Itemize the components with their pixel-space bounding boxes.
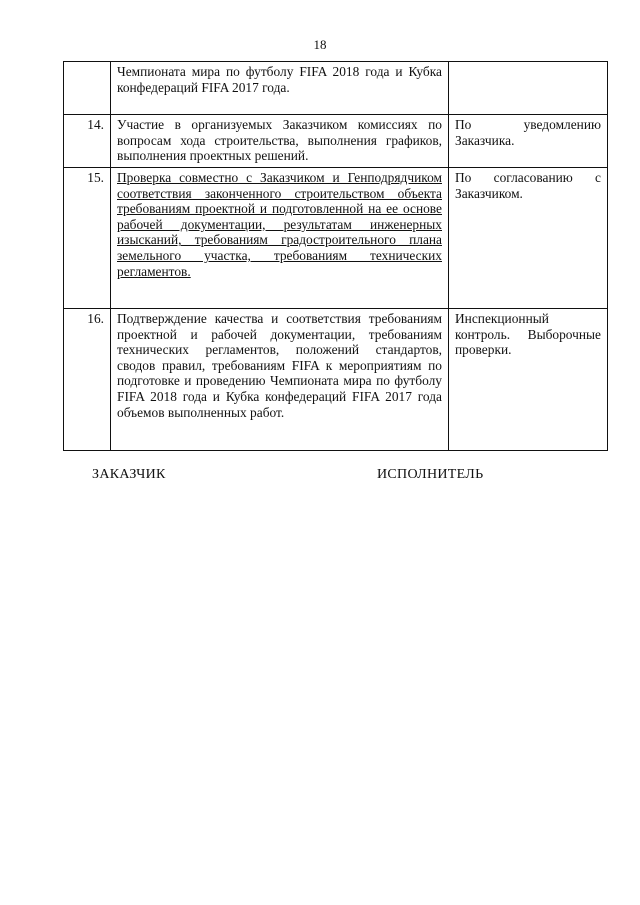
row-description: Чемпионата мира по футболу FIFA 2018 года и Кубка конфедераций FIFA 2017 года. [111,62,449,115]
row-number: 16. [64,309,111,451]
customer-signature-label: ЗАКАЗЧИК [92,467,166,482]
row-number [64,62,111,115]
row-term [449,62,608,115]
contractor-signature-label: ИСПОЛНИТЕЛЬ [377,467,484,482]
table-row [64,168,608,309]
row-number: 14. [64,115,111,168]
page-number: 18 [313,37,327,52]
row-term: Инспекционный контроль. Выборочные проверки. [449,309,608,451]
row-term: По уведомлению Заказчика. [449,115,608,168]
row-description: Участие в организуемых Заказчиком комиссиях по вопросам хода строительства, выполнения графиков, выполнения проектных решений. [111,115,449,168]
row-description: Подтверждение качества и соответствия требованиям проектной и рабочей документации, требованиям технических регламентов, положений стандартов, сводов правил, требованиям FIFA к мероприятиям по подготовке и проведению Чемпионата мира по футболу FIFA 2018 года и Кубка конфедераций FIFA 2017 года объемов выполненных работ. [111,309,449,451]
table-row [64,62,608,115]
table-row [64,309,608,451]
row-number: 15. [64,168,111,309]
table-row [64,115,608,168]
row-description: Проверка совместно с Заказчиком и Генподрядчиком соответствия законченного строительством объекта требованиям проектной и подготовленной на ее основе рабочей документации, результатам инженерных изысканий, требованиям градостроительного плана земельного участка, требованиям технических регламентов. [111,168,449,309]
row-term: По согласованию с Заказчиком. [449,168,608,309]
works-table [63,61,608,451]
